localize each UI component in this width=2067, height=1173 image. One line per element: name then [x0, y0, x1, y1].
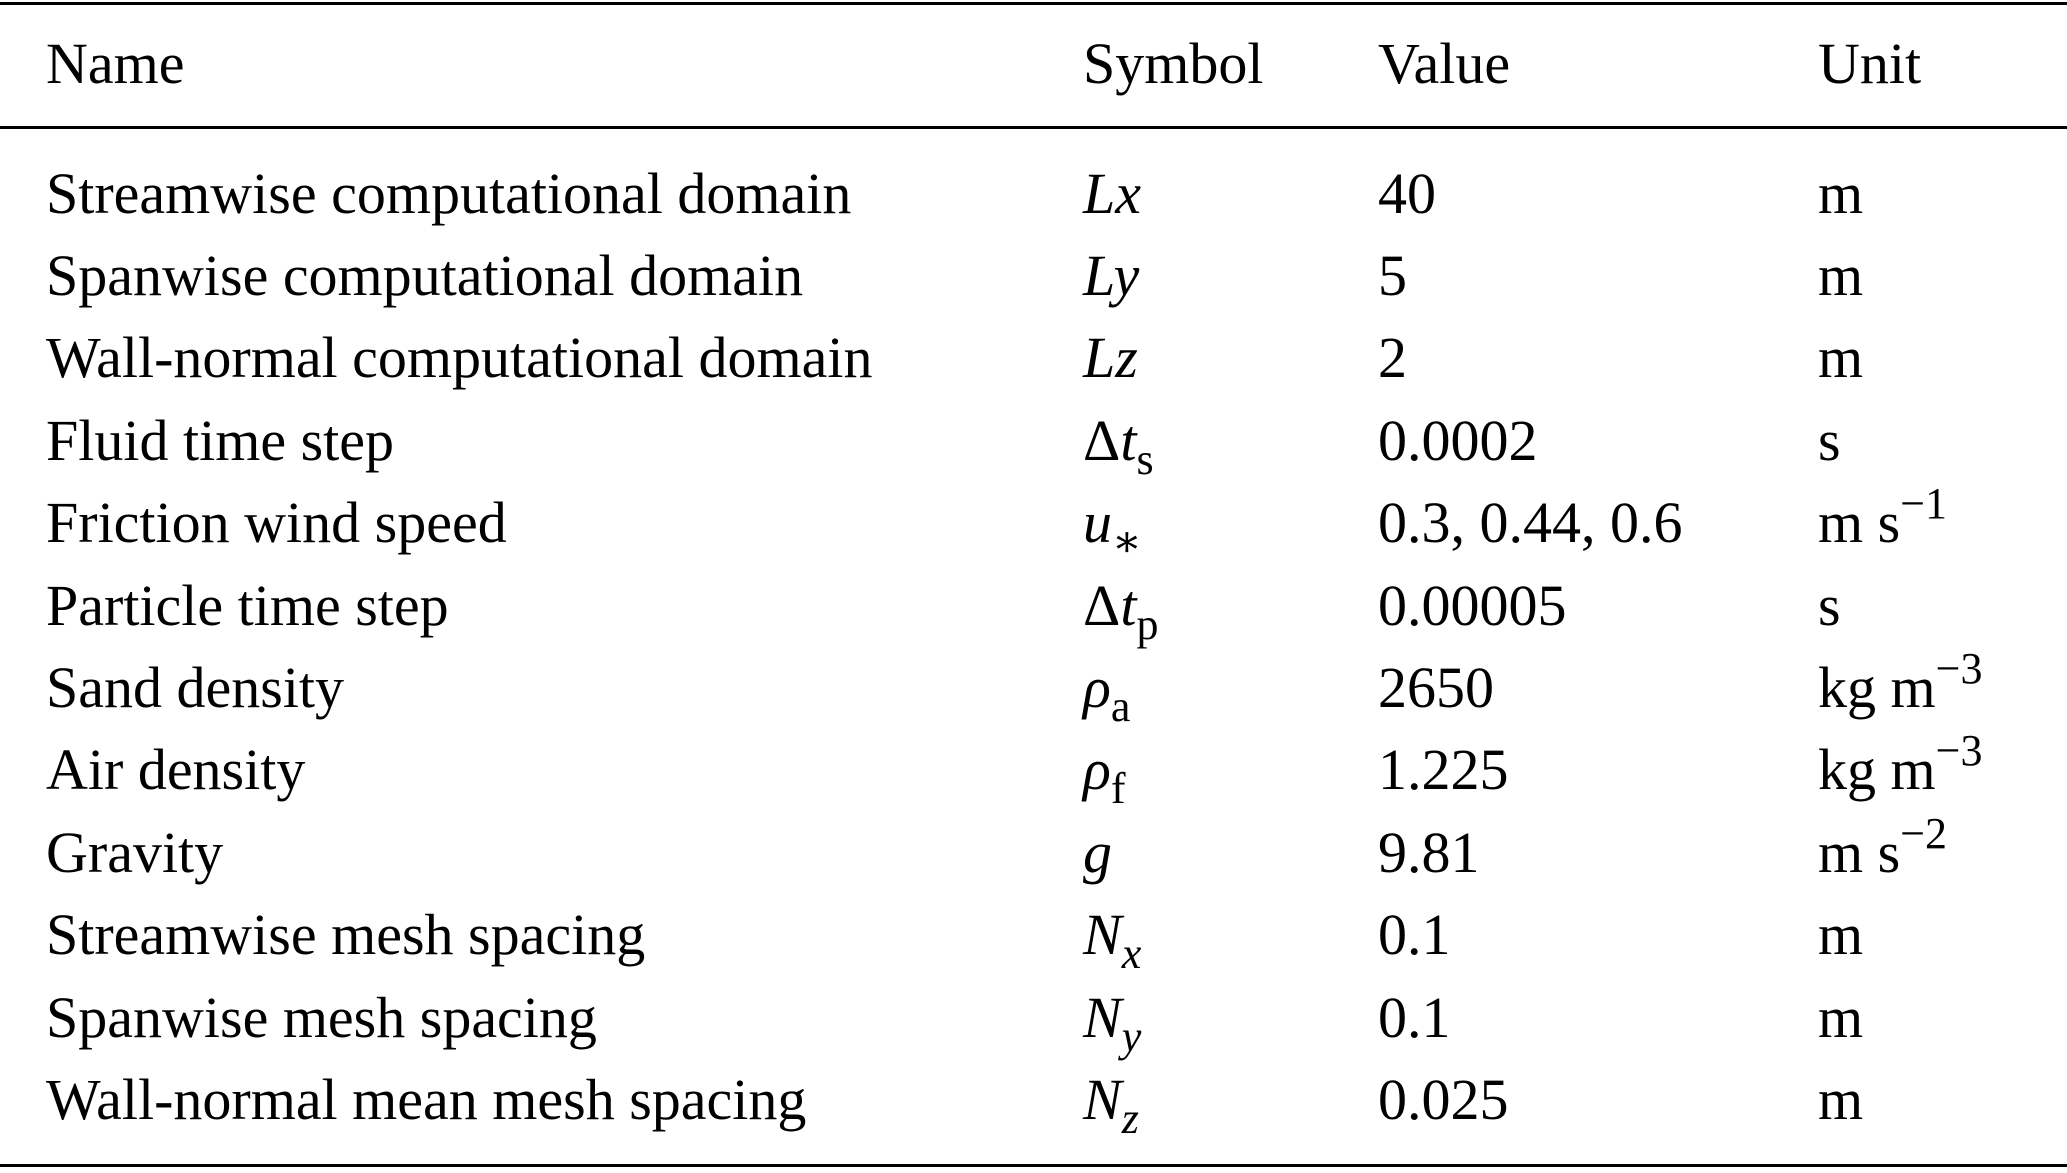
table-row	[0, 729, 2067, 811]
cell-name: Spanwise computational domain	[46, 243, 804, 309]
unit-base: kg m	[1818, 737, 1936, 803]
cell-unit	[1818, 317, 2067, 399]
cell-unit	[1818, 479, 2067, 564]
unit-base: m	[1818, 160, 1864, 226]
cell-symbol	[1083, 317, 1378, 399]
cell-name: Gravity	[46, 819, 224, 885]
cell-value: 40	[1378, 160, 1436, 226]
table-row	[0, 976, 2067, 1058]
unit-exponent: −1	[1900, 479, 1948, 529]
unit-exponent: −2	[1900, 808, 1948, 858]
cell-value: 5	[1378, 243, 1407, 309]
symbol-main: ρ	[1083, 655, 1111, 721]
header-row	[0, 0, 2067, 126]
unit-exponent: −3	[1935, 644, 1983, 694]
cell-value: 0.0002	[1378, 407, 1538, 473]
cell-value: 0.3, 0.44, 0.6	[1378, 490, 1683, 556]
table-row	[0, 564, 2067, 646]
cell-symbol	[1083, 729, 1378, 814]
table-row	[0, 894, 2067, 976]
symbol-subscript: f	[1110, 764, 1126, 814]
cell-name: Fluid time step	[46, 407, 394, 473]
cell-value: 1.225	[1378, 737, 1509, 803]
unit-base: m	[1818, 902, 1864, 968]
symbol-prefix: Δ	[1083, 572, 1121, 638]
symbol-main: ρ	[1083, 737, 1111, 803]
symbol-main: N	[1083, 984, 1122, 1050]
cell-unit	[1818, 646, 2067, 728]
cell-symbol	[1083, 1058, 1378, 1143]
spacer-row	[0, 126, 2067, 152]
cell-unit	[1818, 234, 2067, 316]
cell-unit	[1818, 1058, 2067, 1140]
symbol-main: Lz	[1083, 325, 1138, 391]
symbol-subscript: z	[1121, 1093, 1139, 1143]
table-row	[0, 646, 2067, 728]
header-symbol: Symbol	[1083, 30, 1264, 96]
symbol-subscript: p	[1136, 599, 1159, 649]
cell-unit	[1818, 976, 2067, 1058]
cell-name: Particle time step	[46, 572, 449, 638]
cell-symbol	[1083, 976, 1378, 1061]
cell-value: 0.00005	[1378, 572, 1567, 638]
cell-value: 9.81	[1378, 819, 1480, 885]
bottom-rule	[0, 1164, 2067, 1167]
cell-unit	[1818, 808, 2067, 893]
symbol-subscript: y	[1121, 1011, 1142, 1061]
cell-name: Streamwise computational domain	[46, 160, 852, 226]
table-row	[0, 317, 2067, 399]
table-row	[0, 1058, 2067, 1140]
symbol-main: u	[1083, 490, 1112, 556]
cell-name: Sand density	[46, 655, 345, 721]
unit-exponent: −3	[1935, 726, 1983, 776]
cell-symbol	[1083, 564, 1378, 649]
symbol-main: t	[1120, 572, 1137, 638]
symbol-main: t	[1120, 407, 1137, 473]
cell-symbol	[1083, 399, 1378, 484]
cell-symbol	[1083, 646, 1378, 732]
cell-name: Wall-normal computational domain	[46, 325, 873, 391]
unit-base: m	[1818, 984, 1864, 1050]
cell-value: 2	[1378, 325, 1407, 391]
cell-unit	[1818, 726, 2067, 811]
cell-unit	[1818, 399, 2067, 481]
cell-symbol	[1083, 482, 1378, 567]
unit-base: kg m	[1818, 655, 1936, 721]
table-body	[0, 126, 2067, 1141]
symbol-main: N	[1083, 1066, 1122, 1132]
cell-name: Spanwise mesh spacing	[46, 984, 597, 1050]
cell-symbol	[1083, 811, 1378, 893]
symbol-main: g	[1083, 819, 1112, 885]
cell-name: Streamwise mesh spacing	[46, 902, 646, 968]
table-row	[0, 399, 2067, 481]
cell-value: 0.025	[1378, 1066, 1509, 1132]
symbol-prefix: Δ	[1083, 407, 1121, 473]
symbol-subscript: s	[1136, 434, 1154, 484]
unit-base: m	[1818, 325, 1864, 391]
cell-unit	[1818, 894, 2067, 976]
symbol-main: Ly	[1083, 243, 1140, 309]
cell-value: 0.1	[1378, 984, 1451, 1050]
table-row	[0, 234, 2067, 316]
unit-base: m s	[1818, 819, 1901, 885]
cell-name: Air density	[46, 737, 306, 803]
cell-symbol	[1083, 234, 1378, 316]
unit-base: m s	[1818, 490, 1901, 556]
unit-base: s	[1818, 572, 1841, 638]
symbol-subscript: ∗	[1112, 517, 1142, 567]
cell-symbol	[1083, 894, 1378, 979]
header-value: Value	[1378, 30, 1511, 96]
cell-value: 2650	[1378, 655, 1494, 721]
unit-base: s	[1818, 407, 1841, 473]
cell-unit	[1818, 152, 2067, 234]
unit-base: m	[1818, 1066, 1864, 1132]
cell-name: Wall-normal mean mesh spacing	[46, 1066, 807, 1132]
symbol-subscript: a	[1110, 682, 1131, 732]
table-row	[0, 152, 2067, 234]
cell-symbol	[1083, 152, 1378, 234]
symbol-main: Lx	[1083, 160, 1141, 226]
symbol-main: N	[1083, 902, 1122, 968]
cell-value: 0.1	[1378, 902, 1451, 968]
symbol-subscript: x	[1121, 929, 1142, 979]
cell-unit	[1818, 564, 2067, 646]
cell-name: Friction wind speed	[46, 490, 507, 556]
header-name: Name	[46, 30, 185, 96]
table-row	[0, 811, 2067, 893]
unit-base: m	[1818, 243, 1864, 309]
table-row	[0, 482, 2067, 564]
header-unit: Unit	[1818, 30, 1922, 96]
